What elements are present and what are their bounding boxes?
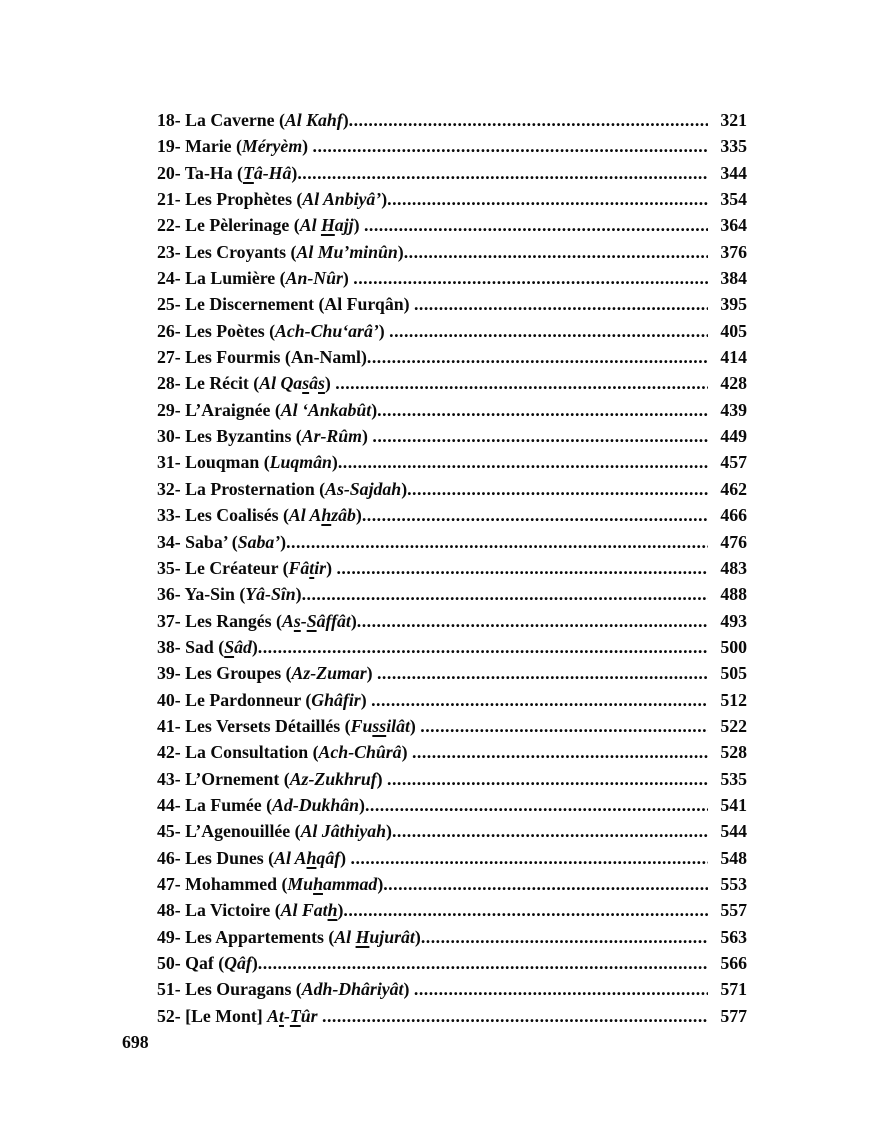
dot-leader [258,634,708,660]
toc-page-number: 528 [720,742,747,763]
dot-leader [322,1003,708,1029]
dot-leader [351,845,709,871]
folio-page-number: 698 [122,1032,149,1052]
toc-entry [157,845,747,871]
toc-entry-label: 43- L’Ornement (Az-Zukhruf) [157,768,388,789]
toc-page-number: 462 [720,478,747,499]
toc-entry-label: 28- Le Récit (Al Qasâs) [157,373,336,394]
dot-leader [377,660,708,686]
dot-leader [377,397,708,423]
toc-entry-label: 47- Mohammed (Muhammad) [157,873,384,894]
toc-entry [157,397,747,423]
toc-entry [157,687,747,713]
dot-leader [297,160,708,186]
dot-leader [407,476,708,502]
toc-entry [157,529,747,555]
dot-leader [420,713,708,739]
toc-entry-label: 36- Ya-Sin (Yâ-Sîn) [157,584,302,605]
toc-entry [157,924,747,950]
dot-leader [258,950,708,976]
toc-entry-label: 34- Saba’ (Saba’) [157,531,287,552]
toc-page-number: 548 [720,847,747,868]
dot-leader [412,739,708,765]
toc-entry-label: 48- La Victoire (Al Fath) [157,900,344,921]
toc-entry-label: 40- Le Pardonneur (Ghâfir) [157,689,372,710]
toc-page-number: 577 [720,1005,747,1026]
toc-entry [157,318,747,344]
toc-page-number: 535 [720,768,747,789]
toc-page-number: 541 [720,794,747,815]
dot-leader [313,133,708,159]
toc-page-number: 395 [720,294,747,315]
toc-page-number: 321 [720,110,747,130]
toc-entry-label: 31- Louqman (Luqmân) [157,452,338,473]
toc-entry [157,581,747,607]
dot-leader [349,107,708,133]
dot-leader [365,792,708,818]
toc-page-number: 466 [720,505,747,526]
toc-entry-label: 46- Les Dunes (Al Ahqâf) [157,847,351,868]
toc-entry-label: 21- Les Prophètes (Al Anbiyâ’) [157,189,388,210]
toc-entry-label: 24- La Lumière (An-Nûr) [157,268,354,289]
dot-leader [392,818,708,844]
toc-entry [157,133,747,159]
toc-entry [157,502,747,528]
toc-entry-label: 32- La Prosternation (As-Sajdah) [157,478,408,499]
toc-entry-label: 22- Le Pèlerinage (Al Hajj) [157,215,364,236]
toc-entry [157,239,747,265]
toc-entry-label: 23- Les Croyants (Al Mu’minûn) [157,241,404,262]
toc-entry-label: 26- Les Poètes (Ach-Chu‘arâ’) [157,320,390,341]
dot-leader [367,344,708,370]
toc-entry-label: 52- [Le Mont] At-Tûr [157,1005,318,1026]
toc-page-number: 335 [720,136,747,157]
toc-entry-label: 35- Le Créateur (Fâtir) [157,557,337,578]
dot-leader [286,529,708,555]
dot-leader [357,608,708,634]
dot-leader [336,555,708,581]
toc-entry [157,160,747,186]
toc-entry [157,186,747,212]
toc-entry-label: 19- Marie (Méryèm) [157,136,313,157]
toc-entry [157,739,747,765]
toc-entry-label: 42- La Consultation (Ach-Chûrâ) [157,742,412,763]
dot-leader [335,370,708,396]
toc-page-number: 344 [720,162,747,183]
toc-entry [157,449,747,475]
dot-leader [414,291,708,317]
toc-page-number: 457 [720,452,747,473]
toc-page-number: 405 [720,320,747,341]
toc-page-number: 364 [720,215,747,236]
toc-entry-label: 41- Les Versets Détaillés (Fussilât) [157,715,421,736]
dot-leader [421,924,708,950]
toc-page-number: 563 [720,926,747,947]
table-of-contents [157,107,747,1029]
toc-page-number: 483 [720,557,747,578]
toc-entry [157,476,747,502]
toc-entry-label: 25- Le Discernement (Al Furqân) [157,294,414,315]
toc-page-number: 493 [720,610,747,631]
toc-entry-label: 29- L’Araignée (Al ‘Ankabût) [157,399,378,420]
toc-page-number: 505 [720,663,747,684]
toc-entry-label: 44- La Fumée (Ad-Dukhân) [157,794,365,815]
toc-page-number: 553 [720,873,747,894]
toc-entry [157,608,747,634]
toc-entry-label: 51- Les Ouragans (Adh-Dhâriyât) [157,979,414,1000]
toc-entry-label: 20- Ta-Ha (Tâ-Hâ) [157,162,298,183]
dot-leader [383,871,708,897]
dot-leader [343,897,708,923]
toc-page-number: 449 [720,426,747,447]
dot-leader [338,449,708,475]
toc-page-number: 414 [720,347,747,368]
toc-entry-label: 39- Les Groupes (Az-Zumar) [157,663,377,684]
toc-page-number: 566 [720,953,747,973]
dot-leader [362,502,708,528]
toc-page-number: 354 [720,189,747,210]
toc-entry-label: 18- La Caverne (Al Kahf) [157,110,349,130]
toc-page-number: 439 [720,399,747,420]
toc-entry [157,212,747,238]
toc-page-number: 428 [720,373,747,394]
toc-entry [157,713,747,739]
dot-leader [389,318,708,344]
toc-page-number: 488 [720,584,747,605]
toc-entry [157,1003,747,1029]
dot-leader [371,687,708,713]
dot-leader [353,265,708,291]
dot-leader [414,976,708,1002]
toc-entry-label: 45- L’Agenouillée (Al Jâthiyah) [157,821,392,842]
toc-page-number: 376 [720,241,747,262]
toc-entry [157,976,747,1002]
toc-entry [157,107,747,133]
toc-page-number: 476 [720,531,747,552]
toc-page-number: 544 [720,821,747,842]
toc-entry-label: 30- Les Byzantins (Ar-Rûm) [157,426,373,447]
dot-leader [387,766,708,792]
toc-entry [157,792,747,818]
dot-leader [302,581,708,607]
toc-entry [157,344,747,370]
toc-entry [157,818,747,844]
toc-entry [157,871,747,897]
dot-leader [387,186,708,212]
toc-page-number: 512 [720,689,747,710]
toc-entry-label: 49- Les Appartements (Al Hujurât) [157,926,421,947]
toc-entry [157,766,747,792]
toc-entry [157,634,747,660]
toc-entry [157,291,747,317]
toc-entry [157,897,747,923]
dot-leader [364,212,708,238]
toc-page-number: 500 [720,636,747,657]
toc-entry-label: 27- Les Fourmis (An-Naml) [157,347,367,368]
toc-entry-label: 33- Les Coalisés (Al Ahzâb) [157,505,362,526]
toc-entry [157,265,747,291]
toc-entry [157,423,747,449]
toc-entry-label: 37- Les Rangés (As-Sâffât) [157,610,357,631]
toc-entry [157,555,747,581]
toc-page-number: 557 [720,900,747,921]
toc-page-number: 384 [720,268,747,289]
dot-leader [404,239,708,265]
toc-page-number: 571 [720,979,747,1000]
toc-entry [157,660,747,686]
toc-entry [157,370,747,396]
toc-entry-label: 50- Qaf (Qâf) [157,953,258,973]
toc-entry-label: 38- Sad (Sâd) [157,636,258,657]
toc-page-number: 522 [720,715,747,736]
dot-leader [372,423,708,449]
toc-entry [157,950,747,976]
